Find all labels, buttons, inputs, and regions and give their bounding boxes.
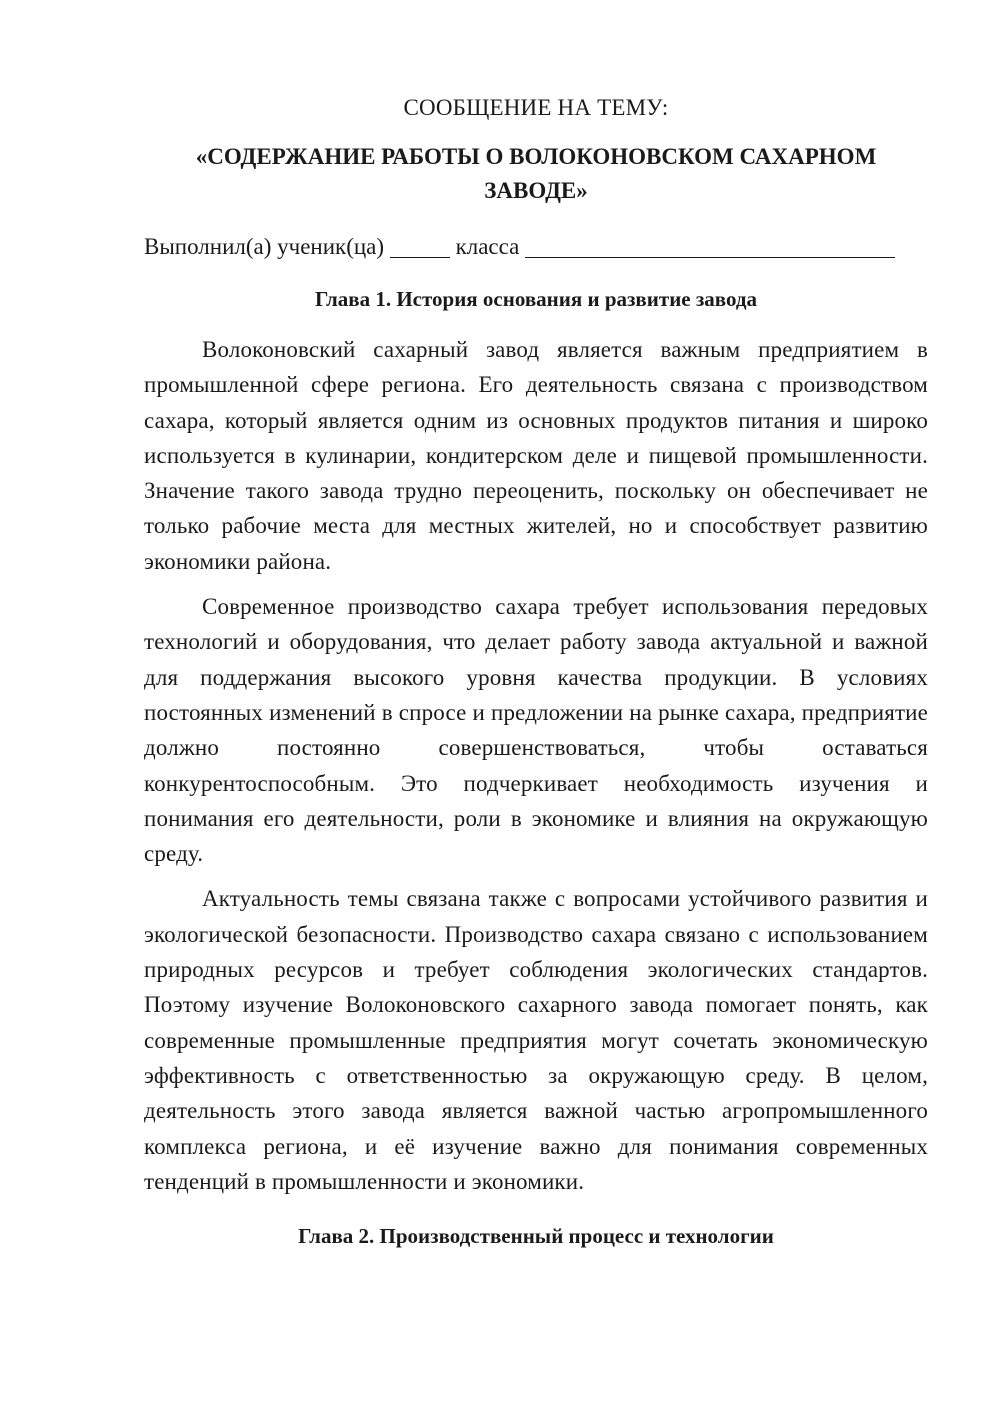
student-name-blank [525, 235, 895, 258]
chapter-1-title: Глава 1. История основания и развитие завода [314, 287, 758, 311]
chapter-2-title: Глава 2. Производственный процесс и технологии [298, 1224, 774, 1249]
author-line [144, 230, 928, 264]
document-heading: СООБЩЕНИЕ НА ТЕМУ: [403, 95, 669, 120]
document-title: «СОДЕРЖАНИЕ РАБОТЫ О ВОЛОКОНОВСКОМ САХАРНОМ ЗАВОДЕ» [195, 144, 877, 203]
document-page [144, 92, 928, 1251]
chapter-1-paragraph-2: Современное производство сахара требует использования передовых технологий и оборудования, что делает работу завода актуальной и важной для поддержания высокого уровня качества продукции. В условиях постоянных изменений в спросе и предложении на рынке сахара, предприятие должно постоянно совершенствоваться, чтобы оставаться конкурентоспособным. Это подчеркивает необходимость изучения и понимания его деятельности, роли в экономике и влияния на окружающую среду. [144, 594, 928, 867]
class-label: класса [455, 234, 520, 259]
author-prefix: Выполнил(а) ученик(ца) [144, 234, 385, 259]
chapter-1-paragraph-1: Волоконовский сахарный завод является важным предприятием в промышленной сфере региона. Его деятельность связана с производством сахара, который является одним из основных продуктов питания и широко используется в кулинарии, кондитерском деле и пищевой промышленности. Значение такого завода трудно переоценить, поскольку он обеспечивает не только рабочие места для местных жителей, но и способствует развитию экономики района. [144, 337, 928, 574]
class-number-blank [390, 235, 450, 258]
chapter-1-paragraph-3: Актуальность темы связана также с вопросами устойчивого развития и экологической безопасности. Производство сахара связано с использованием природных ресурсов и требует соблюдения экологических стандартов. Поэтому изучение Волоконовского сахарного завода помогает понять, как современные промышленные предприятия могут сочетать экономическую эффективность с ответственностью за окружающую среду. В целом, деятельность этого завода является важной частью агропромышленного комплекса региона, и её изучение важно для понимания современных тенденций в промышленности и экономики. [144, 886, 928, 1194]
